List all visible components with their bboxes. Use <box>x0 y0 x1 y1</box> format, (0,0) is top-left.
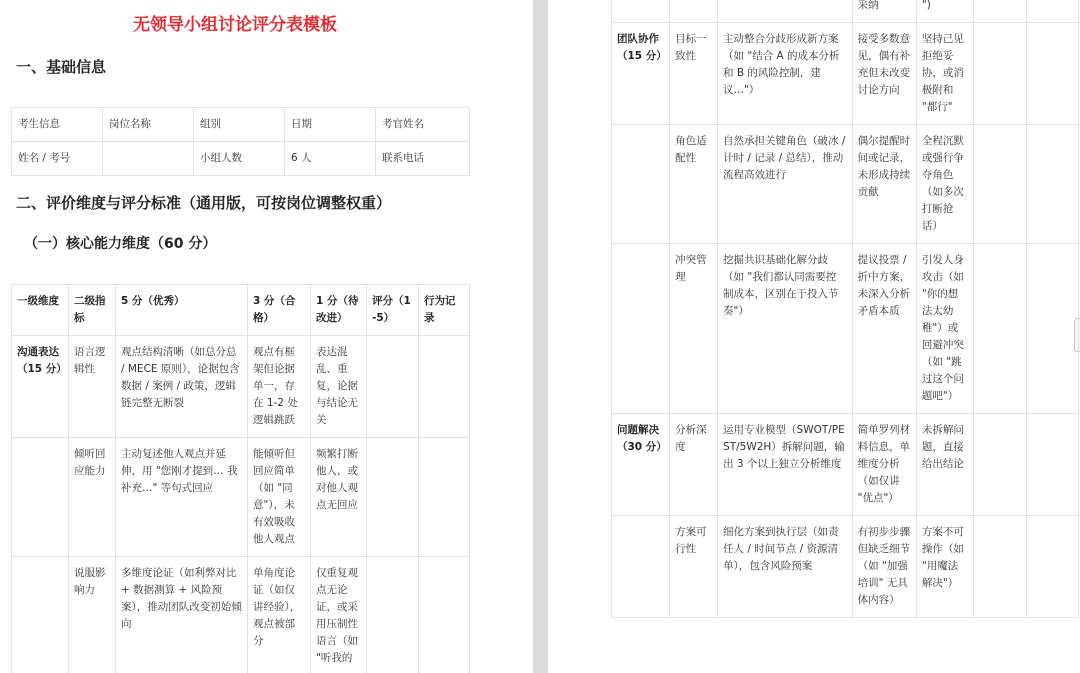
basic-info-table <box>11 107 470 176</box>
table-header-row <box>12 285 470 336</box>
table-row <box>12 336 470 438</box>
table-cell: 姓名 / 考号 <box>12 142 103 176</box>
dimension-cell <box>12 557 69 673</box>
score-3-cell: 采纳 <box>852 0 916 23</box>
score-3-cell: 能倾听但回应简单（如 "同意"），未有效吸收他人观点 <box>248 438 311 557</box>
table-row <box>12 438 470 557</box>
score-5-cell: 主动整合分歧形成新方案（如 "结合 A 的成本分析和 B 的风险控制，建议…"） <box>718 23 853 125</box>
behavior-record-cell[interactable] <box>1026 516 1078 618</box>
score-1-cell: 仅重复观点无论证，或采用压制性语言（如 "听我的 <box>311 557 367 673</box>
score-input-cell[interactable] <box>367 336 419 438</box>
score-3-cell: 有初步步骤但缺乏细节（如 "加强培训" 无具体内容） <box>852 516 916 618</box>
score-1-cell: 表达混乱、重复，论据与结论无关 <box>311 336 367 438</box>
score-3-cell: 接受多数意见，偶有补充但未改变讨论方向 <box>852 23 916 125</box>
dimension-cell <box>612 516 670 618</box>
behavior-record-cell[interactable] <box>1026 414 1078 516</box>
score-5-cell: 细化方案到执行层（如责任人 / 时间节点 / 资源清单），包含风险预案 <box>718 516 853 618</box>
section-heading-basic-info: 一、基础信息 <box>16 58 107 76</box>
section-heading-evaluation: 二、评价维度与评分标准（通用版，可按岗位调整权重） <box>16 194 392 212</box>
behavior-record-cell[interactable] <box>419 438 470 557</box>
score-5-cell: 观点结构清晰（如总分总 / MECE 原则），论据包含数据 / 案例 / 政策，逻辑链完整无断裂 <box>116 336 248 438</box>
core-ability-table <box>11 284 470 673</box>
score-input-cell[interactable] <box>973 125 1026 244</box>
score-input-cell[interactable] <box>973 516 1026 618</box>
indicator-cell: 角色适配性 <box>670 125 718 244</box>
indicator-cell <box>670 0 718 23</box>
table-cell: 岗位名称 <box>103 108 194 142</box>
score-5-cell: 自然承担关键角色（破冰 / 计时 / 记录 / 总结），推动流程高效进行 <box>718 125 853 244</box>
document-title: 无领导小组讨论评分表模板 <box>133 15 337 35</box>
evaluation-table-continued <box>611 0 1079 618</box>
score-3-cell: 观点有框架但论据单一，存在 1-2 处逻辑跳跃 <box>248 336 311 438</box>
table-cell: 考生信息 <box>12 108 103 142</box>
indicator-cell: 语言逻辑性 <box>69 336 116 438</box>
dimension-cell <box>612 244 670 414</box>
table-cell <box>103 142 194 176</box>
table-row <box>612 125 1079 244</box>
score-1-cell: 坚持己见拒绝妥协，或消极附和 "都行" <box>916 23 973 125</box>
score-1-cell: ") <box>916 0 973 23</box>
score-3-cell: 提议投票 / 折中方案，未深入分析矛盾本质 <box>852 244 916 414</box>
dimension-cell: 沟通表达（15 分） <box>12 336 69 438</box>
indicator-cell: 方案可行性 <box>670 516 718 618</box>
table-cell: 组别 <box>194 108 285 142</box>
score-3-cell: 简单罗列材料信息，单维度分析（如仅讲 "优点"） <box>852 414 916 516</box>
column-header: 3 分（合格） <box>248 285 311 336</box>
score-input-cell[interactable] <box>973 414 1026 516</box>
score-input-cell[interactable] <box>973 23 1026 125</box>
indicator-cell: 目标一致性 <box>670 23 718 125</box>
table-row <box>612 23 1079 125</box>
behavior-record-cell[interactable] <box>1026 23 1078 125</box>
score-1-cell: 方案不可操作（如 "用魔法解决"） <box>916 516 973 618</box>
table-row <box>612 0 1079 23</box>
column-header: 5 分（优秀） <box>116 285 248 336</box>
score-input-cell[interactable] <box>973 0 1026 23</box>
behavior-record-cell[interactable] <box>419 336 470 438</box>
table-cell: 日期 <box>285 108 376 142</box>
score-5-cell <box>718 0 853 23</box>
score-5-cell: 挖掘共识基础化解分歧（如 "我们都认同需要控制成本，区别在于投入节奏"） <box>718 244 853 414</box>
table-row <box>12 557 470 673</box>
table-row <box>612 244 1079 414</box>
score-5-cell: 主动复述他人观点并延伸，用 "您刚才提到… 我补充…" 等句式回应 <box>116 438 248 557</box>
score-3-cell: 偶尔提醒时间或记录，未形成持续贡献 <box>852 125 916 244</box>
indicator-cell: 冲突管理 <box>670 244 718 414</box>
column-header: 1 分（待改进） <box>311 285 367 336</box>
dimension-cell <box>612 0 670 23</box>
dimension-cell: 团队协作（15 分） <box>612 23 670 125</box>
behavior-record-cell[interactable] <box>1026 125 1078 244</box>
behavior-record-cell[interactable] <box>1026 0 1078 23</box>
column-header: 评分（1-5） <box>367 285 419 336</box>
behavior-record-cell[interactable] <box>419 557 470 673</box>
dimension-cell: 问题解决（30 分） <box>612 414 670 516</box>
indicator-cell: 说服影响力 <box>69 557 116 673</box>
score-5-cell: 多维度论证（如利弊对比 + 数据测算 + 风险预案），推动团队改变初始倾向 <box>116 557 248 673</box>
score-input-cell[interactable] <box>973 244 1026 414</box>
column-header: 行为记录 <box>419 285 470 336</box>
score-1-cell: 引发人身攻击（如 "你的想法太幼稚"）或回避冲突（如 "跳过这个问题吧"） <box>916 244 973 414</box>
column-header: 二级指标 <box>69 285 116 336</box>
table-row <box>612 414 1079 516</box>
table-cell: 6 人 <box>285 142 376 176</box>
column-header: 一级维度 <box>12 285 69 336</box>
dimension-cell <box>612 125 670 244</box>
dimension-cell <box>12 438 69 557</box>
table-cell: 联系电话 <box>376 142 470 176</box>
score-3-cell: 单角度论证（如仅讲经验），观点被部分 <box>248 557 311 673</box>
table-row <box>12 142 470 176</box>
score-input-cell[interactable] <box>367 557 419 673</box>
score-1-cell: 全程沉默或强行争夺角色（如多次打断抢话） <box>916 125 973 244</box>
score-5-cell: 运用专业模型（SWOT/PEST/5W2H）拆解问题，输出 3 个以上独立分析维度 <box>718 414 853 516</box>
score-input-cell[interactable] <box>367 438 419 557</box>
score-1-cell: 频繁打断他人，或对他人观点无回应 <box>311 438 367 557</box>
indicator-cell: 倾听回应能力 <box>69 438 116 557</box>
table-row <box>12 108 470 142</box>
table-cell: 考官姓名 <box>376 108 470 142</box>
score-1-cell: 未拆解问题，直接给出结论 <box>916 414 973 516</box>
indicator-cell: 分析深度 <box>670 414 718 516</box>
behavior-record-cell[interactable] <box>1026 244 1078 414</box>
left-document-page <box>0 0 533 673</box>
table-cell: 小组人数 <box>194 142 285 176</box>
table-row <box>612 516 1079 618</box>
subsection-heading-core: （一）核心能力维度（60 分） <box>24 236 217 252</box>
